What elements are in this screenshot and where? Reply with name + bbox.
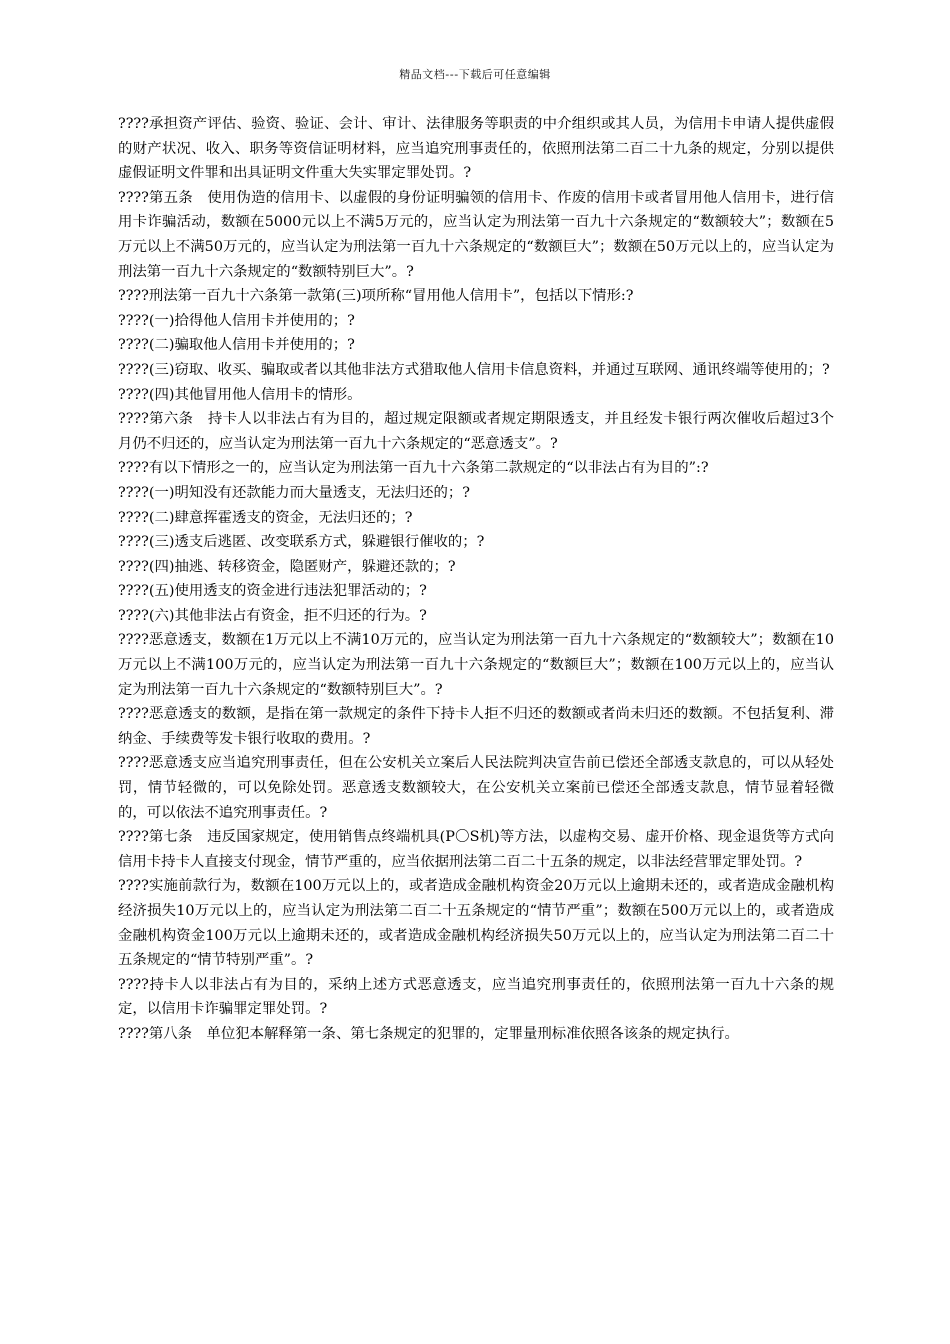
- paragraph: ????恶意透支，数额在1万元以上不满10万元的，应当认定为刑法第一百九十六条规定的“数额较大”；数额在10万元以上不满100万元的，应当认定为刑法第一百九十六条规定的“数额巨大”；数额在100万元以上的，应当认定为刑法第一百九十六条规定的“数额特别巨大”。?: [118, 632, 834, 698]
- paragraph: ????第六条 持卡人以非法占有为目的，超过规定限额或者规定期限透支，并且经发卡银行两次催收后超过3个月仍不归还的，应当认定为刑法第一百九十六条规定的“恶意透支”。?: [118, 411, 834, 452]
- page-header: 精品文档---下载后可任意编辑: [399, 68, 551, 81]
- paragraph: ????刑法第一百九十六条第一款第(三)项所称“冒用他人信用卡”，包括以下情形:?: [118, 288, 634, 305]
- paragraph: ????持卡人以非法占有为目的，采纳上述方式恶意透支，应当追究刑事责任的，依照刑法第一百九十六条的规定，以信用卡诈骗罪定罪处罚。?: [118, 976, 834, 1018]
- paragraph: ????(三)窃取、收买、骗取或者以其他非法方式猎取他人信用卡信息资料，并通过互联网、通讯终端等使用的；?: [118, 361, 830, 378]
- paragraph: ????实施前款行为，数额在100万元以上的，或者造成金融机构资金20万元以上逾期未还的，或者造成金融机构经济损失10万元以上的，应当认定为刑法第二百二十五条规定的“情节严重”；数额在500万元以上的，或者造成金融机构资金100万元以上逾期未还的，或者造成金融机构经济损失50万元以上的，应当认定为刑法第二百二十五条规定的“情节特别严重”。?: [118, 878, 834, 969]
- paragraph: ????(三)透支后逃匿、改变联系方式，躲避银行催收的；?: [118, 534, 485, 551]
- paragraph: ????(五)使用透支的资金进行违法犯罪活动的；?: [118, 583, 427, 600]
- paragraph: ????(六)其他非法占有资金，拒不归还的行为。?: [118, 607, 427, 624]
- paragraph: ????第五条 使用伪造的信用卡、以虚假的身份证明骗领的信用卡、作废的信用卡或者冒用他人信用卡，进行信用卡诈骗活动，数额在5000元以上不满5万元的，应当认定为刑法第一百九十六条规定的“数额较大”；数额在5万元以上不满50万元的，应当认定为刑法第一百九十六条规定的“数额巨大”；数额在50万元以上的，应当认定为刑法第一百九十六条规定的“数额特别巨大”。?: [118, 189, 834, 280]
- document-body: [118, 112, 834, 1047]
- paragraph: ????(四)其他冒用他人信用卡的情形。: [118, 386, 362, 403]
- paragraph: ????(一)明知没有还款能力而大量透支，无法归还的；?: [118, 484, 471, 501]
- paragraph: ????第七条 违反国家规定，使用销售点终端机具(P〇S机)等方法，以虚构交易、虚开价格、现金退货等方式向信用卡持卡人直接支付现金，情节严重的，应当依据刑法第二百二十五条的规定，以非法经营罪定罪处罚。?: [118, 829, 834, 870]
- paragraph: ????(二)骗取他人信用卡并使用的；?: [118, 337, 355, 354]
- paragraph: ????(四)抽逃、转移资金，隐匿财产，躲避还款的；?: [118, 558, 456, 575]
- paragraph: ????第八条 单位犯本解释第一条、第七条规定的犯罪的，定罪量刑标准依照各该条的规定执行。: [118, 1025, 739, 1042]
- paragraph: ????恶意透支的数额，是指在第一款规定的条件下持卡人拒不归还的数额或者尚未归还的数额。不包括复利、滞纳金、手续费等发卡银行收取的费用。?: [118, 706, 834, 747]
- paragraph: ????恶意透支应当追究刑事责任，但在公安机关立案后人民法院判决宣告前已偿还全部透支款息的，可以从轻处罚，情节轻微的，可以免除处罚。恶意透支数额较大，在公安机关立案前已偿还全部透支款息，情节显着轻微的，可以依法不追究刑事责任。?: [118, 755, 834, 821]
- paragraph: ????有以下情形之一的，应当认定为刑法第一百九十六条第二款规定的“以非法占有为目的”:?: [118, 460, 709, 477]
- paragraph: ????(一)拾得他人信用卡并使用的；?: [118, 312, 355, 329]
- paragraph: ????(二)肆意挥霍透支的资金，无法归还的；?: [118, 509, 413, 526]
- paragraph: ????承担资产评估、验资、验证、会计、审计、法律服务等职责的中介组织或其人员，为信用卡申请人提供虚假的财产状况、收入、职务等资信证明材料，应当追究刑事责任的，依照刑法第二百二十九条的规定，分别以提供虚假证明文件罪和出具证明文件重大失实罪定罪处罚。?: [118, 116, 834, 182]
